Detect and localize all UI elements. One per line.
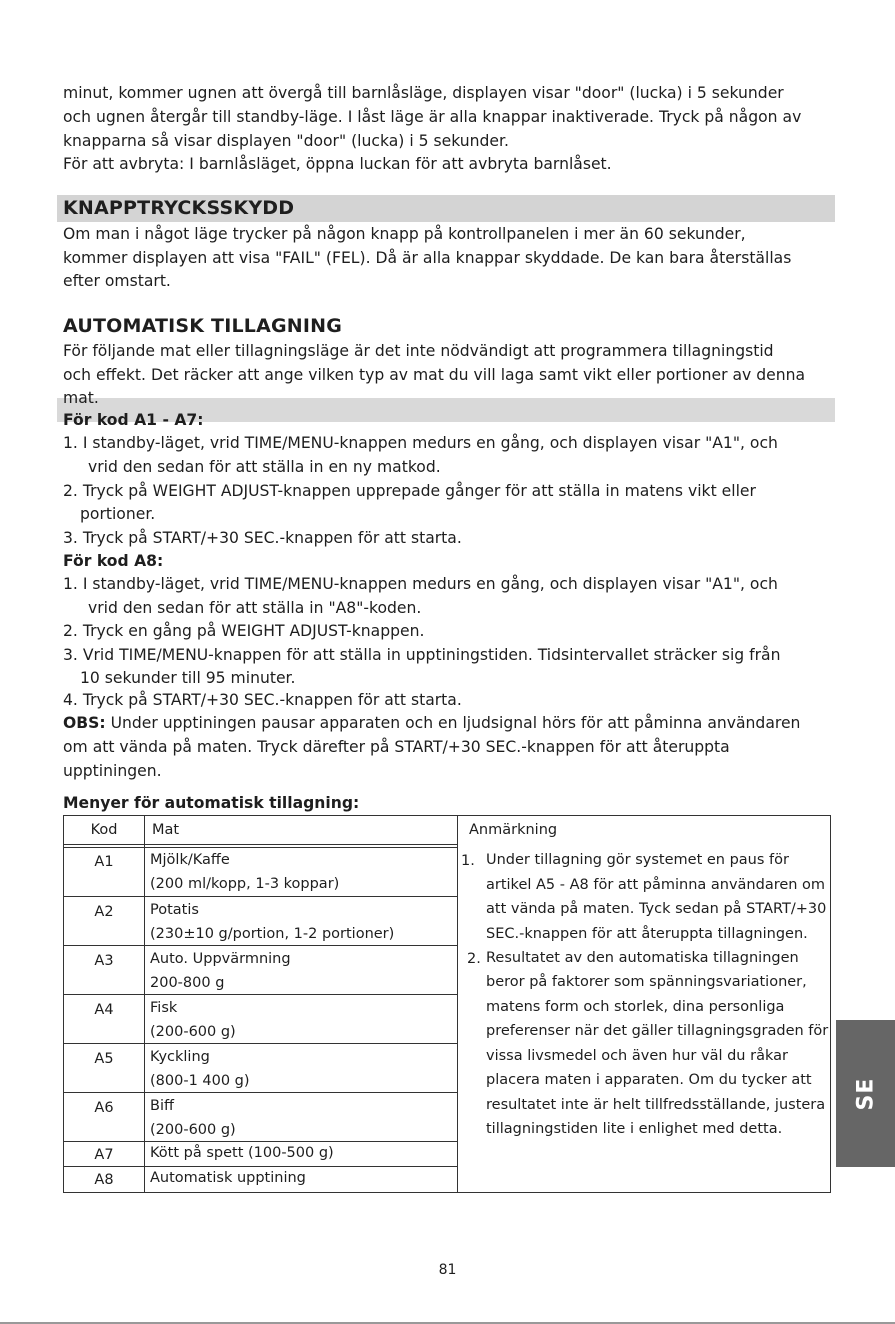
a8-step-4: 4. Tryck på START/+30 SEC.-knappen för att starta. xyxy=(63,691,462,709)
note-2-line: tillagningstiden lite i enlighet med detta. xyxy=(486,1121,783,1137)
table-row-code: A1 xyxy=(94,854,114,870)
a1-a7-step-1: 1. I standby-läget, vrid TIME/MENU-knappen medurs en gång, och displayen visar "A1", och xyxy=(63,434,778,452)
auto-cooking-table xyxy=(63,815,831,1193)
intro-line-3: knapparna så visar displayen "door" (lucka) i 5 sekunder. xyxy=(63,132,509,150)
intro-line-2: och ugnen återgår till standby-läge. I låst läge är alla knappar inaktiverade. Tryck på någon av xyxy=(63,108,802,126)
table-row-food: Automatisk upptining xyxy=(150,1170,306,1186)
table-row-divider xyxy=(64,1092,457,1093)
table-row-code: A6 xyxy=(94,1100,114,1116)
table-divider xyxy=(457,816,458,1192)
note-number: 1. xyxy=(461,853,475,869)
a1-a7-step-2: 2. Tryck på WEIGHT ADJUST-knappen upprepade gånger för att ställa in matens vikt eller xyxy=(63,482,756,500)
section2-line-3: mat. xyxy=(63,389,99,407)
a1-a7-step-3: 3. Tryck på START/+30 SEC.-knappen för att starta. xyxy=(63,529,462,547)
note-2-line: resultatet inte är helt tillfredsställande, justera xyxy=(486,1097,826,1113)
table-row-food-detail: (200-600 g) xyxy=(150,1024,236,1040)
table-row-food: Kyckling xyxy=(150,1049,210,1065)
note-2-line: beror på faktorer som spänningsvariationer, xyxy=(486,974,807,990)
table-row-food-detail: 200-800 g xyxy=(150,975,225,991)
note-2-line: Resultatet av den automatiska tillagningen xyxy=(486,950,799,966)
language-tab xyxy=(836,1020,895,1167)
table-row-food: Mjölk/Kaffe xyxy=(150,852,230,868)
table-row-code: A4 xyxy=(94,1002,114,1018)
note-1-line: Under tillagning gör systemet en paus för xyxy=(486,852,789,868)
a1-a7-step-1-cont: vrid den sedan för att ställa in en ny matkod. xyxy=(88,458,441,476)
note-2-line: placera maten i apparaten. Om du tycker att xyxy=(486,1072,812,1088)
page-number: 81 xyxy=(438,1262,457,1278)
obs-label: OBS: xyxy=(63,714,106,732)
note-1-line: artikel A5 - A8 för att påminna användaren om xyxy=(486,877,826,893)
intro-line-4: För att avbryta: I barnlåsläget, öppna luckan för att avbryta barnlåset. xyxy=(63,155,612,173)
section-title-knapptryckskydd: KNAPPTRYCKSSKYDD xyxy=(63,197,295,219)
table-row-food-detail: (230±10 g/portion, 1-2 portioner) xyxy=(150,926,395,942)
table-title: Menyer för automatisk tillagning: xyxy=(63,794,360,812)
note-1-line: SEC.-knappen för att återuppta tillagningen. xyxy=(486,926,808,942)
obs-line-1 xyxy=(63,712,833,736)
table-row-code: A2 xyxy=(94,904,114,920)
section1-line-3: efter omstart. xyxy=(63,272,171,290)
header-anmarkning: Anmärkning xyxy=(469,822,558,838)
obs-line-2: om att vända på maten. Tryck därefter på START/+30 SEC.-knappen för att återuppta xyxy=(63,738,730,756)
a8-step-3: 3. Vrid TIME/MENU-knappen för att ställa in upptiningstiden. Tidsintervallet sträcker sig från xyxy=(63,646,781,664)
language-tab-label: SE xyxy=(853,1077,878,1110)
section1-line-1: Om man i något läge trycker på någon knapp på kontrollpanelen i mer än 60 sekunder, xyxy=(63,225,746,243)
table-row-food: Kött på spett (100-500 g) xyxy=(150,1145,334,1161)
note-2-line: matens form och storlek, dina personliga xyxy=(486,999,785,1015)
a8-step-2: 2. Tryck en gång på WEIGHT ADJUST-knappen. xyxy=(63,622,425,640)
table-row-code: A7 xyxy=(94,1147,114,1163)
intro-line-1: minut, kommer ugnen att övergå till barnlåsläge, displayen visar "door" (lucka) i 5 sekunder xyxy=(63,84,784,102)
obs-line-3: upptiningen. xyxy=(63,762,162,780)
table-row-code: A3 xyxy=(94,953,114,969)
table-row-food: Fisk xyxy=(150,1000,178,1016)
subsection-title-a8: För kod A8: xyxy=(63,552,164,570)
section-title-automatisk-tillagning: AUTOMATISK TILLAGNING xyxy=(63,315,343,337)
note-1-line: att vända på maten. Tyck sedan på START/+30 xyxy=(486,901,827,917)
header-mat: Mat xyxy=(152,822,180,838)
subsection-title-a1-a7: För kod A1 - A7: xyxy=(63,411,204,429)
table-row-food: Auto. Uppvärmning xyxy=(150,951,291,967)
table-row-food-detail: (200 ml/kopp, 1-3 koppar) xyxy=(150,876,340,892)
header-kod: Kod xyxy=(90,822,118,838)
obs-text: Under upptiningen pausar apparaten och en ljudsignal hörs för att påminna användaren xyxy=(105,714,801,732)
table-row-food-detail: (200-600 g) xyxy=(150,1122,236,1138)
a8-step-1: 1. I standby-läget, vrid TIME/MENU-knappen medurs en gång, och displayen visar "A1", och xyxy=(63,575,778,593)
a8-step-1-cont: vrid den sedan för att ställa in "A8"-koden. xyxy=(88,599,422,617)
table-row-divider xyxy=(64,1043,457,1044)
table-row-divider xyxy=(64,994,457,995)
a1-a7-step-2-cont: portioner. xyxy=(80,505,156,523)
section2-line-1: För följande mat eller tillagningsläge är det inte nödvändigt att programmera tillagningstid xyxy=(63,342,774,360)
section1-line-2: kommer displayen att visa "FAIL" (FEL). Då är alla knappar skyddade. De kan bara återställas xyxy=(63,249,792,267)
table-header-rule xyxy=(64,844,457,845)
note-2-line: preferenser när det gäller tillagningsgraden för xyxy=(486,1023,829,1039)
note-number: 2. xyxy=(467,951,481,967)
table-row-food-detail: (800-1 400 g) xyxy=(150,1073,250,1089)
note-2-line: vissa livsmedel och även hur väl du råkar xyxy=(486,1048,788,1064)
section2-line-2: och effekt. Det räcker att ange vilken typ av mat du vill laga samt vikt eller portioner av denna xyxy=(63,366,806,384)
table-row-food: Potatis xyxy=(150,902,199,918)
table-row-food: Biff xyxy=(150,1098,174,1114)
table-divider xyxy=(144,816,145,1192)
table-row-code: A8 xyxy=(94,1172,114,1188)
table-row-code: A5 xyxy=(94,1051,114,1067)
table-header-rule xyxy=(64,847,457,848)
a8-step-3-cont: 10 sekunder till 95 minuter. xyxy=(80,669,296,687)
